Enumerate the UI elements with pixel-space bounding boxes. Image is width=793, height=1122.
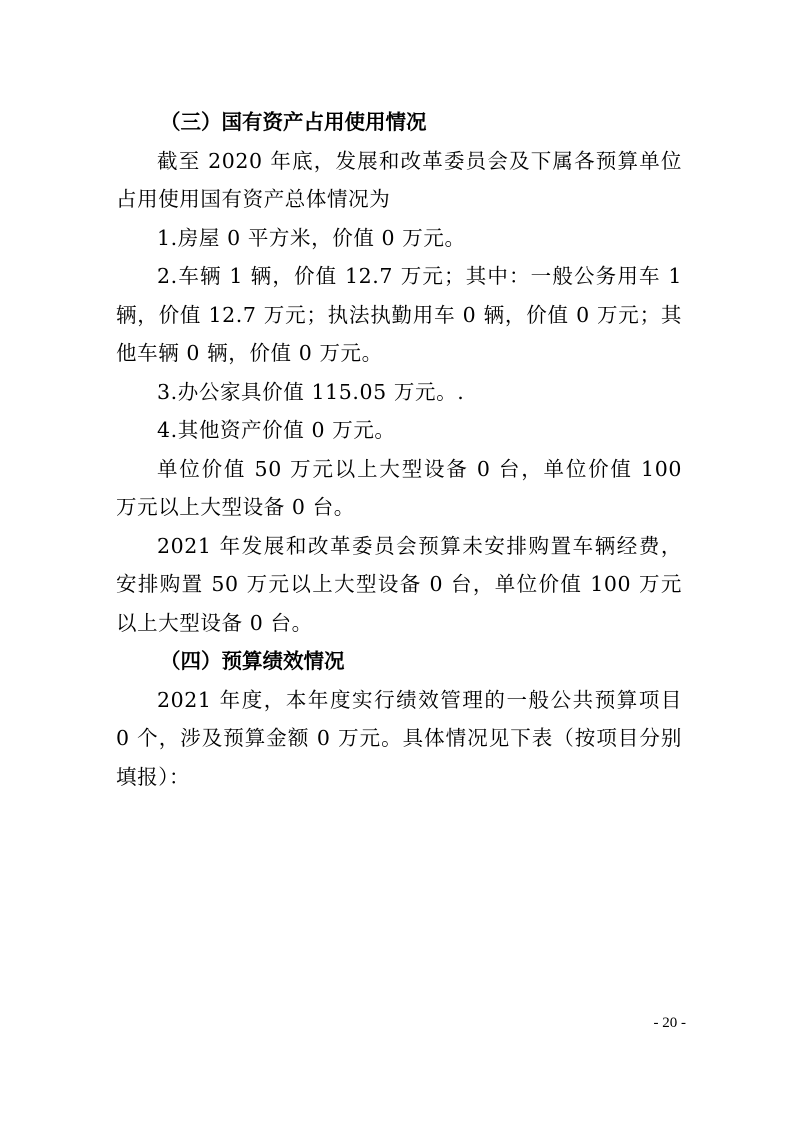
paragraph-furniture: 3.办公家具价值 115.05 万元。. bbox=[157, 379, 465, 404]
page-number: - 20 - bbox=[653, 1015, 686, 1031]
paragraph-buildings: 1.房屋 0 平方米，价值 0 万元。 bbox=[157, 225, 466, 250]
section-heading-performance: （四）预算绩效情况 bbox=[160, 649, 345, 673]
section-heading-state-assets: （三）国有资产占用使用情况 bbox=[160, 110, 427, 134]
document-body bbox=[116, 103, 682, 796]
paragraph-large-equipment: 单位价值 50 万元以上大型设备 0 台，单位价值 100 万元以上大型设备 0 台。 bbox=[116, 456, 682, 519]
paragraph-assets-overview: 截至 2020 年底，发展和改革委员会及下属各预算单位占用使用国有资产总体情况为 bbox=[116, 148, 682, 211]
paragraph-vehicles: 2.车辆 1 辆，价值 12.7 万元；其中：一般公务用车 1 辆，价值 12.7 万元；执法执勤用车 0 辆，价值 0 万元；其他车辆 0 辆，价值 0 万元。 bbox=[116, 264, 682, 365]
paragraph-performance-summary: 2021 年度，本年度实行绩效管理的一般公共预算项目 0 个，涉及预算金额 0 万元。具体情况见下表（按项目分别填报）： bbox=[116, 687, 682, 789]
paragraph-other-assets: 4.其他资产价值 0 万元。 bbox=[157, 418, 396, 442]
paragraph-2021-purchase-plan: 2021 年发展和改革委员会预算未安排购置车辆经费，安排购置 50 万元以上大型设备 0 台，单位价值 100 万元以上大型设备 0 台。 bbox=[116, 533, 682, 635]
